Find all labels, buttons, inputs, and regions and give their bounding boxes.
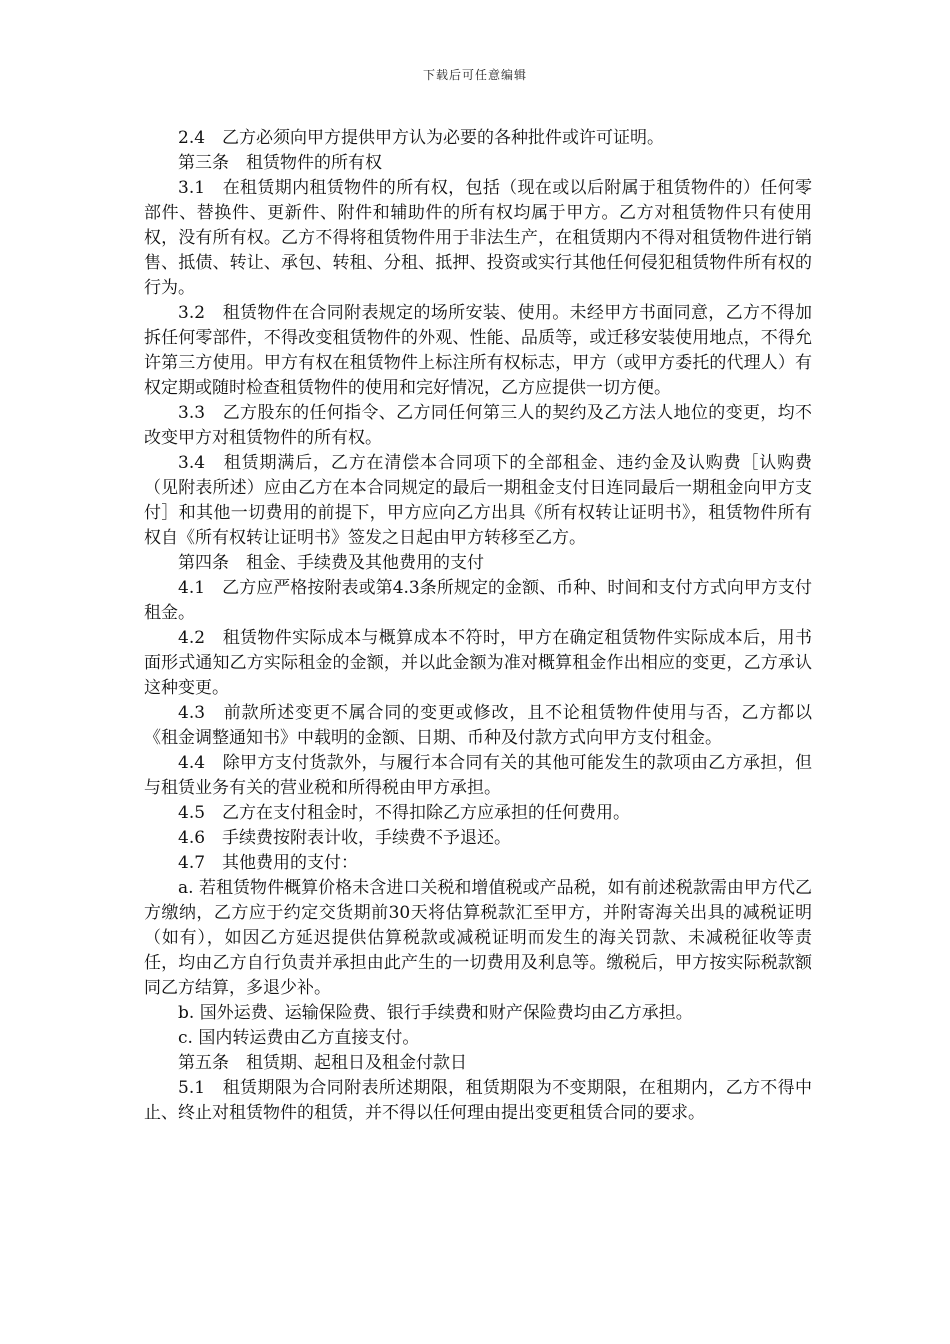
paragraph-4-2: 4.2 租赁物件实际成本与概算成本不符时，甲方在确定租赁物件实际成本后，用书面形式通知乙方实际租金的金额，并以此金额为准对概算租金作出相应的变更，乙方承认这种变更。 (144, 628, 812, 698)
paragraph-3-2: 3.2 租赁物件在合同附表规定的场所安装、使用。未经甲方书面同意，乙方不得加拆任何零部件，不得改变租赁物件的外观、性能、品质等，或迁移安装使用地点，不得允许第三方使用。甲方有权在租赁物件上标注所有权标志，甲方（或甲方委托的代理人）有权定期或随时检查租赁物件的使用和完好情况，乙方应提供一切方便。 (144, 303, 812, 398)
paragraph-4-4: 4.4 除甲方支付货款外，与履行本合同有关的其他可能发生的款项由乙方承担，但与租赁业务有关的营业税和所得税由甲方承担。 (144, 753, 812, 798)
paragraph-2-4: 2.4 乙方必须向甲方提供甲方认为必要的各种批件或许可证明。 (178, 128, 665, 148)
page-header: 下载后可任意编辑 (422, 68, 527, 82)
paragraph-3-3: 3.3 乙方股东的任何指令、乙方同任何第三人的契约及乙方法人地位的变更，均不改变甲方对租赁物件的所有权。 (144, 403, 812, 448)
paragraph-4-7-a: a. 若租赁物件概算价格未含进口关税和增值税或产品税，如有前述税款需由甲方代乙方缴纳，乙方应于约定交货期前30天将估算税款汇至甲方，并附寄海关出具的减税证明（如有），如因乙方延迟提供估算税款或减税证明而发生的海关罚款、未减税征收等责任，均由乙方自行负责并承担由此产生的一切费用及利息等。缴税后，甲方按实际税款额同乙方结算，多退少补。 (144, 878, 812, 998)
paragraph-3-4: 3.4 租赁期满后，乙方在清偿本合同项下的全部租金、违约金及认购费［认购费（见附表所述）应由乙方在本合同规定的最后一期租金支付日连同最后一期租金向甲方支付］和其他一切费用的前提下，甲方应向乙方出具《所有权转让证明书》，租赁物件所有权自《所有权转让证明书》签发之日起由甲方转移至乙方。 (144, 453, 812, 548)
paragraph-4-6: 4.6 手续费按附表计收，手续费不予退还。 (178, 828, 512, 848)
document-body (144, 126, 812, 1126)
paragraph-4-7-c: c. 国内转运费由乙方直接支付。 (178, 1028, 420, 1048)
paragraph-4-7-b: b. 国外运费、运输保险费、银行手续费和财产保险费均由乙方承担。 (178, 1003, 693, 1023)
paragraph-4-1: 4.1 乙方应严格按附表或第4.3条所规定的金额、币种、时间和支付方式向甲方支付租金。 (144, 578, 812, 623)
paragraph-3-1: 3.1 在租赁期内租赁物件的所有权，包括（现在或以后附属于租赁物件的）任何零部件、替换件、更新件、附件和辅助件的所有权均属于甲方。乙方对租赁物件只有使用权，没有所有权。乙方不得将租赁物件用于非法生产，在租赁期内不得对租赁物件进行销售、抵债、转让、承包、转租、分租、抵押、投资或实行其他任何侵犯租赁物件所有权的行为。 (144, 178, 812, 298)
paragraph-4-7: 4.7 其他费用的支付： (178, 853, 359, 873)
paragraph-5-1: 5.1 租赁期限为合同附表所述期限，租赁期限为不变期限，在租期内，乙方不得中止、终止对租赁物件的租赁，并不得以任何理由提出变更租赁合同的要求。 (144, 1078, 812, 1123)
paragraph-4-5: 4.5 乙方在支付租金时，不得扣除乙方应承担的任何费用。 (178, 803, 631, 823)
article-4-heading: 第四条 租金、手续费及其他费用的支付 (178, 553, 484, 573)
article-3-heading: 第三条 租赁物件的所有权 (178, 153, 382, 173)
paragraph-4-3: 4.3 前款所述变更不属合同的变更或修改，且不论租赁物件使用与否，乙方都以《租金调整通知书》中载明的金额、日期、币种及付款方式向甲方支付租金。 (144, 703, 812, 748)
article-5-heading: 第五条 租赁期、起租日及租金付款日 (178, 1053, 467, 1073)
